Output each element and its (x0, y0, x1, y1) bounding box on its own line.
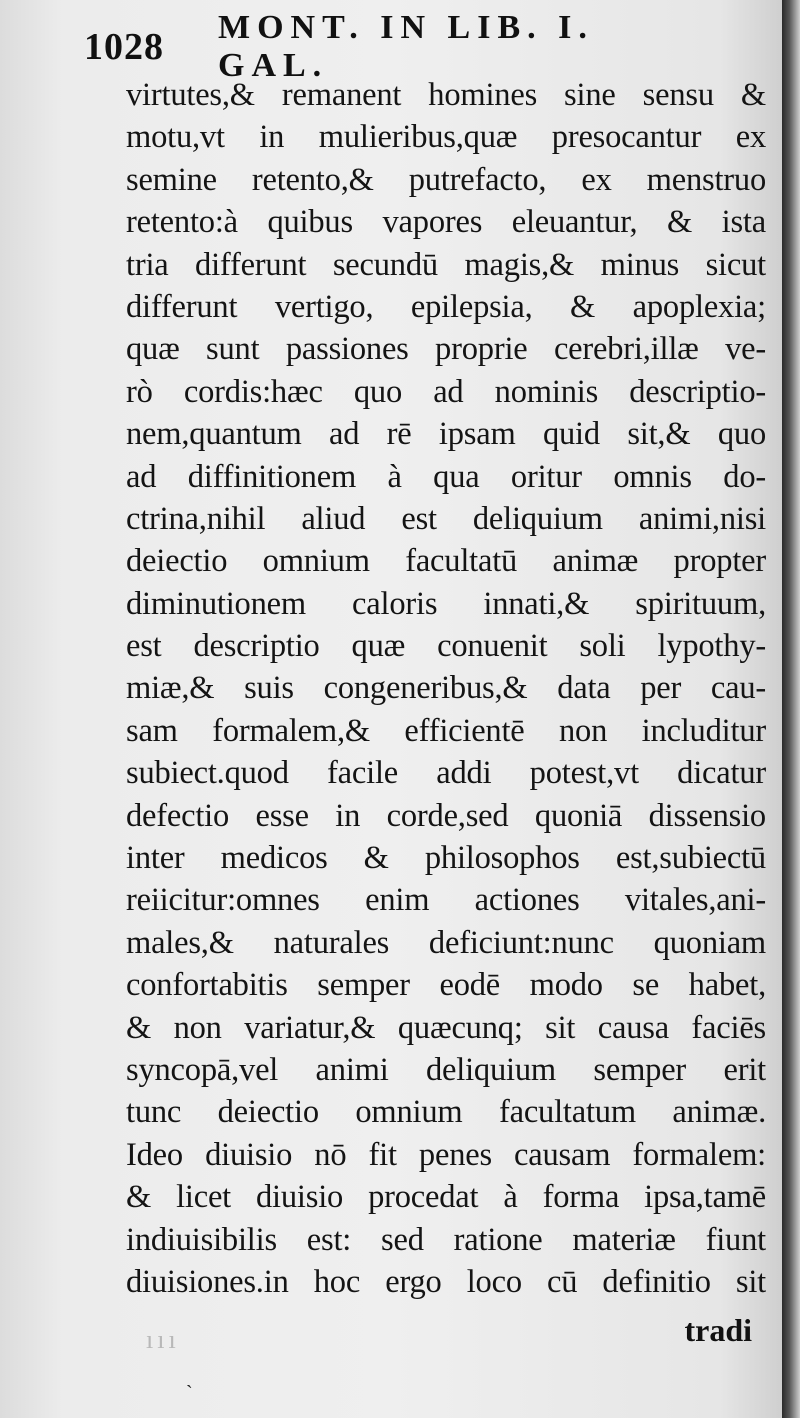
text-line: miæ,& suis congeneribus,& data per cau- (126, 670, 766, 707)
text-line: ad diffinitionem à qua oritur omnis do- (126, 458, 766, 495)
text-line: differunt vertigo, epilepsia, & apoplexia; (126, 288, 766, 325)
bleed-through-mark: ııı (146, 1325, 180, 1354)
text-line: defectio esse in corde,sed quoniā dissensio (126, 797, 766, 834)
text-line: tria differunt secundū magis,& minus sicut (126, 246, 766, 283)
text-line: ctrina,nihil aliud est deliquium animi,nisi (126, 500, 766, 537)
text-line: tunc deiectio omnium facultatum animæ. (126, 1094, 766, 1131)
page-edge-shadow (782, 0, 800, 1418)
text-line: males,& naturales deficiunt:nunc quoniam (126, 924, 766, 961)
text-line: Ideo diuisio nō fit penes causam formalem: (126, 1136, 766, 1173)
page-number: 1028 (84, 26, 164, 68)
catchword: tradi (684, 1312, 752, 1348)
text-line: indiuisibilis est: sed ratione materiæ fiunt (126, 1221, 766, 1258)
text-line: est descriptio quæ conuenit soli lypothy- (126, 628, 766, 665)
text-line: diuisiones.in hoc ergo loco cū definitio sit (126, 1263, 766, 1300)
body-text (126, 74, 766, 1303)
text-line: reiicitur:omnes enim actiones vitales,ani- (126, 882, 766, 919)
text-line: retento:à quibus vapores eleuantur, & ista (126, 204, 766, 241)
text-line: subiect.quod facile addi potest,vt dicatur (126, 755, 766, 792)
text-line: motu,vt in mulieribus,quæ presocantur ex (126, 119, 766, 156)
text-line: sam formalem,& efficientē non includitur (126, 712, 766, 749)
text-line: confortabitis semper eodē modo se habet, (126, 967, 766, 1004)
text-line: nem,quantum ad rē ipsam quid sit,& quo (126, 416, 766, 453)
text-line: & licet diuisio procedat à forma ipsa,tamē (126, 1179, 766, 1216)
text-line: & non variatur,& quæcunq; sit causa faciēs (126, 1009, 766, 1046)
text-line: virtutes,& remanent homines sine sensu & (126, 77, 766, 113)
text-line: syncopā,vel animi deliquium semper erit (126, 1051, 766, 1088)
ink-speck: ˋ (186, 1382, 193, 1404)
text-line: diminutionem caloris innati,& spirituum, (126, 585, 766, 622)
text-line: semine retento,& putrefacto, ex menstruo (126, 161, 766, 198)
text-line: inter medicos & philosophos est,subiectū (126, 840, 766, 877)
running-head: MONT. IN LIB. I. GAL. (218, 9, 594, 84)
text-line: quæ sunt passiones proprie cerebri,illæ ve- (126, 331, 766, 368)
text-line: deiectio omnium facultatū animæ propter (126, 543, 766, 580)
page-header (84, 9, 704, 84)
text-line: rò cordis:hæc quo ad nominis descriptio- (126, 373, 766, 410)
